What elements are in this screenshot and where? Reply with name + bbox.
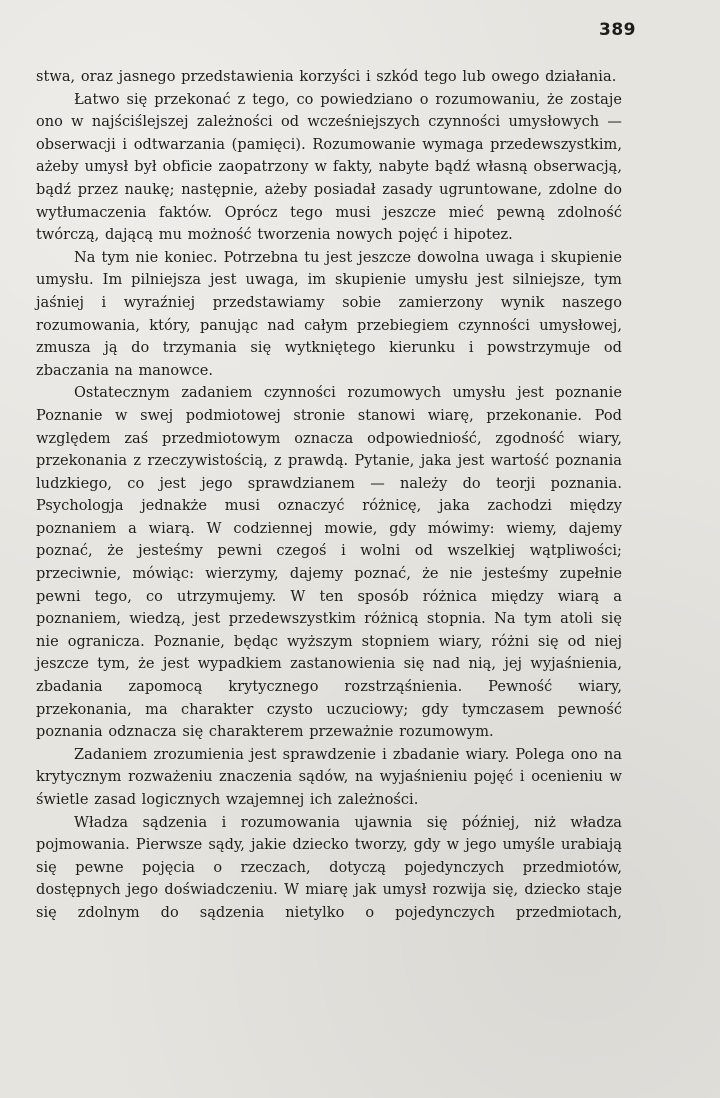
paragraph-2: Łatwo się przekonać z tego, co powiedziano o rozumowaniu, że zostaje ono w najściślejszej zależności od wcześniejszych czynności umysłowych — obserwacji i odtwarzania (pamięci). Rozumowanie wymaga przedewszystkim, ażeby umysł był obficie zaopatrzony w fakty, nabyte bądź własną obserwacją, bądź przez naukę; następnie, ażeby posiadał zasady ugruntowane, zdolne do wytłumaczenia faktów. Oprócz tego musi jeszcze mieć pewną zdolność twórczą, dającą mu możność tworzenia nowych pojęć i hipotez. <box>36 91 622 244</box>
paragraph-1: stwa, oraz jasnego przedstawienia korzyści i szkód tego lub owego działania. <box>36 69 617 85</box>
page-number: 389 <box>599 20 636 40</box>
paragraph-4: Ostatecznym zadaniem czynności rozumowych umysłu jest poznanie Poznanie w swej podmiotowej stronie stanowi wiarę, przekonanie. Pod względem zaś przedmiotowym oznacza odpowiedniość, zgodność wiary, przekonania z rzeczywistością, z prawdą. Pytanie, jaka jest wartość poznania ludzkiego, co jest jego sprawdzianem — należy do teorji poznania. Psychologja jednakże musi oznaczyć różnicę, jaka zachodzi między poznaniem a wiarą. W codziennej mowie, gdy mówimy: wiemy, dajemy poznać, że jesteśmy pewni czegoś i wolni od wszelkiej wątpliwości; przeciwnie, mówiąc: wierzymy, dajemy poznać, że nie jesteśmy zupełnie pewni tego, co utrzymujemy. W ten sposób różnica między wiarą a poznaniem, wiedzą, jest przedewszystkim różnicą stopnia. Na tym atoli się nie ogranicza. Poznanie, będąc wyższym stopniem wiary, różni się od niej jeszcze tym, że jest wypadkiem zastanowienia się nad nią, jej wyjaśnienia, zbadania zapomocą krytycznego rozstrząśnienia. Pewność wiary, przekonania, ma charakter czysto uczuciowy; gdy tymczasem pewność poznania odznacza się charakterem przeważnie rozumowym. <box>36 385 622 741</box>
paragraph-3: Na tym nie koniec. Potrzebna tu jest jeszcze dowolna uwaga i skupienie umysłu. Im pilniejsza jest uwaga, im skupienie umysłu jest silniejsze, tym jaśniej i wyraźniej przedstawiamy sobie zamierzony wynik naszego rozumowania, który, panując nad całym przebiegiem czynności umysłowej, zmusza ją do trzymania się wytkniętego kierunku i powstrzymuje od zbaczania na manowce. <box>36 249 622 379</box>
paragraph-6: Władza sądzenia i rozumowania ujawnia się później, niż władza pojmowania. Pierwsze sądy, jakie dziecko tworzy, gdy w jego umyśle urabiają się pewne pojęcia o rzeczach, dotyczą pojedynczych przedmiotów, dostępnych jego doświadczeniu. W miarę jak umysł rozwija się, dziecko staje się zdolnym do sądzenia nietylko o pojedynczych przedmiotach, <box>36 814 622 921</box>
body-text <box>36 66 622 925</box>
paragraph-5: Zadaniem zrozumienia jest sprawdzenie i zbadanie wiary. Polega ono na krytycznym rozważeniu znaczenia sądów, na wyjaśnieniu pojęć i ocenieniu w świetle zasad logicznych wzajemnej ich zależności. <box>36 746 622 808</box>
